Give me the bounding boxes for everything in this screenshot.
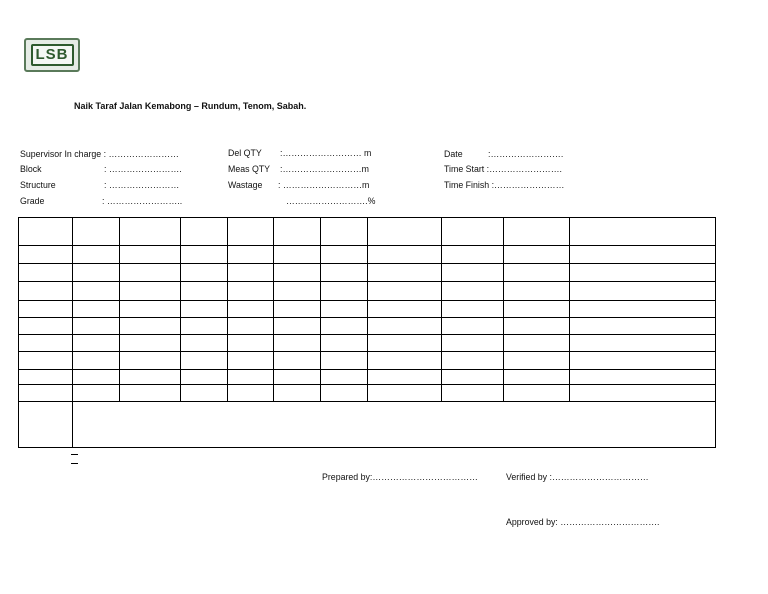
wastage-percent-field: ……………………….%	[286, 196, 376, 206]
project-title: Naik Taraf Jalan Kemabong – Rundum, Tenom, Sabah.	[74, 101, 307, 111]
wastage-label: Wastage	[228, 180, 263, 190]
block-label: Block	[20, 164, 42, 174]
prepared-by-field: Prepared by:………………………………	[322, 472, 478, 482]
time-start-field: Time Start :…………………….	[444, 164, 562, 174]
column-divider	[72, 218, 73, 447]
date-field: :…………………….	[488, 149, 564, 159]
company-logo	[24, 38, 80, 72]
grade-label: Grade	[20, 196, 45, 206]
wastage-field: : ………………………m	[278, 180, 370, 190]
row-divider	[19, 334, 715, 335]
grade-field: : ……………………..	[102, 196, 183, 206]
remarks-row-divider	[19, 401, 715, 402]
structure-label: Structure	[20, 180, 56, 190]
header-row-divider	[19, 245, 715, 246]
logo-text: LSB	[31, 44, 74, 66]
time-finish-field: Time Finish :……………………	[444, 180, 565, 190]
verified-by-field: Verified by :……………………………	[506, 472, 649, 482]
underline-mark	[71, 463, 78, 464]
meas-qty-field: :………………………m	[280, 164, 369, 174]
record-table	[18, 217, 716, 448]
del-qty-field: :……………………… m	[280, 148, 372, 158]
date-label: Date	[444, 149, 463, 159]
row-divider	[19, 384, 715, 385]
row-divider	[19, 369, 715, 370]
structure-field: : ……………………	[104, 180, 180, 190]
approved-by-field: Approved by: …………………………….	[506, 517, 660, 527]
block-field: : …………………….	[104, 164, 182, 174]
del-qty-label: Del QTY	[228, 148, 262, 158]
supervisor-field: Supervisor In charge : ……………………	[20, 149, 179, 159]
row-divider	[19, 351, 715, 352]
underline-mark	[71, 454, 78, 455]
row-divider	[19, 281, 715, 282]
row-divider	[19, 300, 715, 301]
row-divider	[19, 263, 715, 264]
meas-qty-label: Meas QTY	[228, 164, 271, 174]
row-divider	[19, 317, 715, 318]
